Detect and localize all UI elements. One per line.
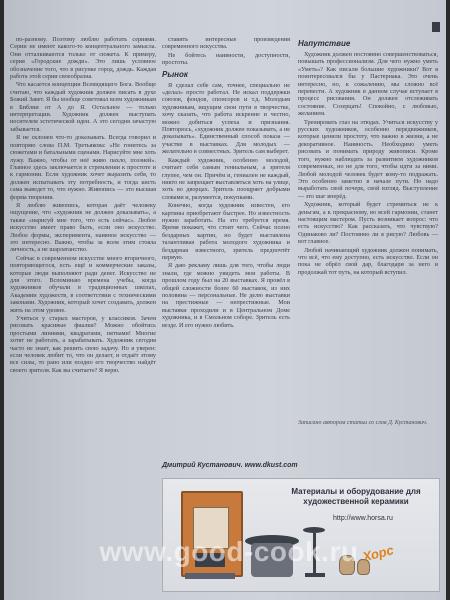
advice-section-body	[298, 51, 438, 276]
article-paragraph: Конечно, когда художник известен, его картины приобретают быстрее. Но известность нужно заработать. На это требуется время. Время покажет, что стоит чего. Сейчас полно бездарных картин, но будет выставлена талантливая работа молодого художника и бездарная известного, зритель предпочтёт первую.	[162, 202, 290, 261]
market-section-body	[162, 82, 290, 329]
stool-base	[305, 573, 325, 577]
article-paragraph: Тренировать глаз на этюдах. Учиться искусству у русских художников, особенно передвижников, которые ценили простоту, что важно в жизни, а не декоративное. Наивность. Необходимо уметь рисовать и понимать природу живописи. Кроме того, нужно наблюдать за развитием художников современных, но не для того, чтобы идти за ними. Любой молодой человек будет кому-то подражать. Это особенно заметно в начале пути. Но надо выработать свой почерк, свой взгляд. Выступление — это шаг вперёд.	[298, 118, 438, 200]
article-column-2	[162, 36, 290, 329]
article-credit: Записано автором статьи со слов Д. Кустанович.	[298, 420, 428, 426]
article-paragraph: по-разному. Поэтому люблю работать сериями. Серии не имеют какого-то концептуального замысла. Они отталкиваются только от сюжета. К примеру, серия «Городские дожди». Это лишь условное обозначение того, что в рисунке город, дождь. Каждая работа этой серии своеобразна.	[10, 36, 156, 81]
article-paragraph: Что касается концепции Всевидящего Бога. Вообще считаю, что каждый художник должен писать в духе Божий Завет. Я бы вообще советовал всем художникам в Библии от А до Я. Остальное — только интерпретации. Художник должен выступать носителем эстетической идеи. А это сегодня зачастую забывается.	[10, 81, 156, 133]
magazine-page	[4, 0, 446, 600]
article-paragraph: Сейчас в современном искусстве много вторичного, повторяющегося, есть ещё и коммерческие заказы, которые люди выполняют ради денег. Искусство не для этого. Вспоминаю времена учебы, когда художников обучали в традиционных школах, Академии художеств, в соответствии с техническими законами. Художник, который хочет создавать, должен жить на этом уровне.	[10, 254, 156, 314]
author-signature: Дмитрий Кустанович. www.dkust.com	[162, 462, 298, 469]
article-paragraph: Каждый художник, особенно молодой, считает себя самым гениальным, а зрителя глупее, чем он. Причём и, гениален не каждый, никто не запрещает выставляться хоть на улице, хоть во дворцах. Зритель поощряет добрыми словами и, разумеется, покупками.	[162, 156, 290, 201]
section-heading-advice: Напутствие	[298, 39, 351, 48]
page-marker	[432, 22, 440, 32]
column2-paragraph: ставить интересные произведения современного искусства.	[162, 36, 290, 51]
column2-paragraph: Не бойтесь наивности, доступности, простоты.	[162, 51, 290, 67]
ad-url-link[interactable]: http://www.horsa.ru	[333, 515, 393, 522]
article-paragraph: Я даю рекламу лишь для того, чтобы люди знали, где можно увидеть мои работы. В прошлом году был на 20 выставках. Я провёл в общей сложности более 60 выставок, из них половина — персональные. Не делю выставки на престижные — непрестижные. Мои выставки проходили и в Центральном Доме художника, и в Смольном соборе. Зритель есть везде. И его нужно любить.	[162, 262, 290, 329]
advertisement-banner	[162, 478, 440, 592]
article-paragraph: Любой начинающий художник должен понимать, что всё, что ему доступно, есть искусство. Если он пока не обрёл свой дар, благодари за него и продолжай тот путь, на который вступил.	[298, 246, 438, 276]
watermark: www.good-cook.ru	[99, 536, 359, 567]
article-paragraph: Учиться у старых мастеров, у классиков. Зачем рисовать красивые фиалки? Можно обойтись простыми линиями, квадратами, пятнами! Многие хотят не работать, а зарабатывать. Художник сегодня часто не знает, как решить свою задачу. Но я уверен: если человек любит то, что он делает, и отдаёт этому все силы, то рано или поздно его творчество найдёт своего зрителя. Как вы считаете? Я верю.	[10, 315, 156, 374]
ad-title: Материалы и оборудование для художественной керамики	[291, 487, 421, 506]
article-paragraph: Я не склонен что-то доказывать. Всегда говорил и повторяю слова П.М. Третьякова: «Не гонитесь за сюжетами и батальными сценами. Нарисуйте мне хоть лужу. Важно, чтобы от неё живо пахло, поэзией». Главное здесь заключается в стремлении к простоте и к гармонии. Если художник хочет выразить себя, то должен испытывать эту потребность, и тогда кисть сама выведет то, что нужно. Живопись — это высшая форма творения.	[10, 134, 156, 201]
section-heading-market: Рынок	[162, 69, 188, 79]
article-paragraph: Художник, который будет стремиться не к деньгам, а к прекрасному, во всей гармонии, станет настоящим мастером. Пусть возникает вопрос: что есть искусство? Как рассказать, что чувствую? Одинаково ли? Постоянно ли я рисую? Любовь — вот главное.	[298, 201, 438, 246]
ad-brand-logo: Хорс	[361, 542, 396, 565]
article-column-1	[10, 36, 156, 600]
article-column-3	[298, 36, 438, 426]
article-paragraph: Я люблю живопись, которая даёт человеку ощущение, что «художник не должен доказывать», а также «нарисуй мне того, что есть сейчас». Любое искусство имеет право быть, если оно искусство. Любое формы, эксперимента, наивное искусство — это интересно. Важно, чтобы за всем этим стояла личность, а не шарлатанство.	[10, 201, 156, 254]
article-paragraph: Художник должен постоянно совершенствоваться, повышать профессионализм. Для чего нужно уметь «Уметь»? Как писали большие художники? Вот я поинтересовался бы у Пастернака. Это очень интересно, но, к сожалению, мы сложно всё перевести. А художник в данном случае вступает в процесс рисования. Он должен отслеживать состояние. Созерцать! Спокойно, с любовью, желанием.	[298, 51, 438, 118]
article-paragraph: Я сделал себе сам, точнее, специально не «делал» просто работал. Не искал поддержки союзов, фондов, спонсоров и т.д. Молодым художникам, ищущим свои пути в творчестве, хочу сказать, что работа искренне и честно, можно добиться успеха и признания. Повторюсь, «художник должен показывать, а не доказывать». Единственный способ показа — участие в выставках. Для молодых — желательно в совместных. Зритель сам выберет.	[162, 81, 290, 156]
kiln-stand	[185, 573, 235, 579]
